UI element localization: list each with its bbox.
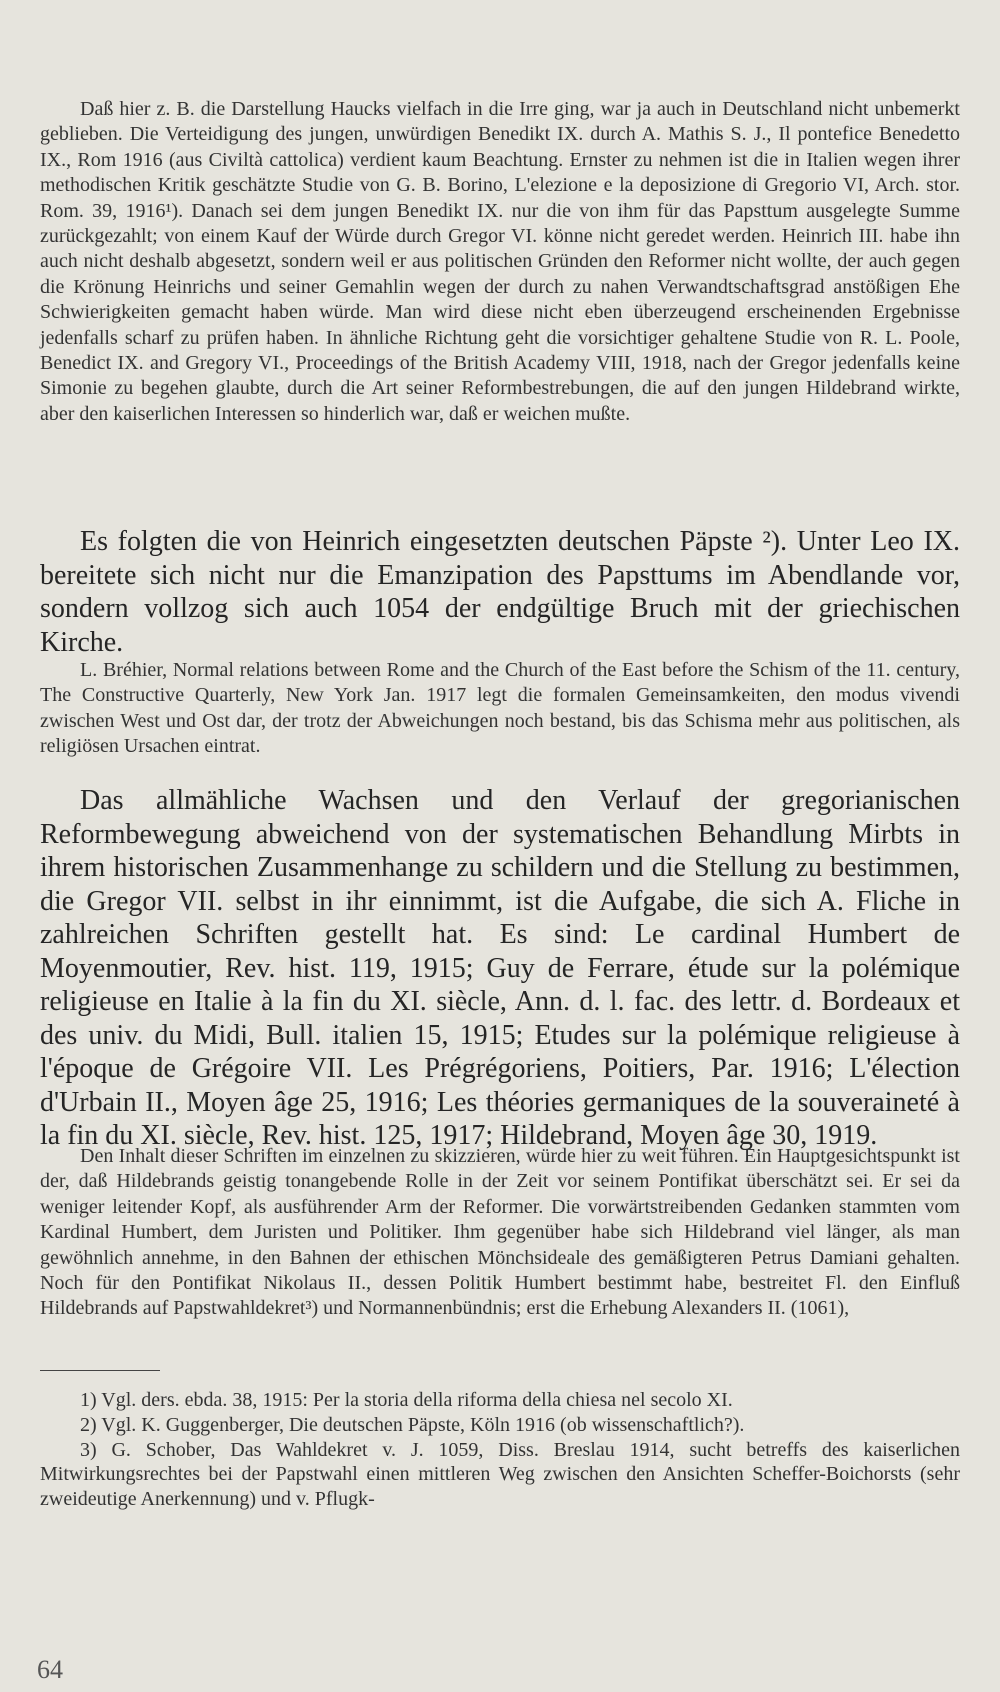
footnote-divider xyxy=(40,1370,160,1371)
page-number: 64 xyxy=(37,1655,63,1684)
footnote-2: 2) Vgl. K. Guggenberger, Die deutschen Päpste, Köln 1916 (ob wissenschaftlich?). xyxy=(80,1413,745,1436)
footnote-1: 1) Vgl. ders. ebda. 38, 1915: Per la storia della riforma della chiesa nel secolo XI. xyxy=(80,1389,733,1411)
paragraph-gregorianische-reform: Das allmähliche Wachsen und den Verlauf der gregorianischen Reformbewegung abweichend von der systematischen Behandlung Mirbts in ihrem historischen Zusammenhange zu schildern und die Stellung zu bestimmen, die Gregor VII. selbst in ihr einnimmt, ist die Aufgabe, die sich A. Fliche in zahlreichen Schriften gestellt hat. Es sind: Le cardinal Humbert de Moyenmoutier, Rev. hist. 119, 1915; Guy de Ferrare, étude sur la polémique religieuse en Italie à la fin du XI. siècle, Ann. d. l. fac. des lettr. d. Bordeaux et des univ. du Midi, Bull. italien 15, 1915; Etudes sur la polémique religieuse à l'époque de Grégoire VII. Les Prégrégoriens, Poitiers, Par. 1916; L'élection d'Urbain II., Moyen âge 25, 1916; Les théories germaniques de la souveraineté à la fin du XI. siècle, Rev. hist. 125, 1917; Hildebrand, Moyen âge 30, 1919. xyxy=(40,785,960,1151)
paragraph-brehier: L. Bréhier, Normal relations between Rome and the Church of the East before the Schism of the 11. century, The Constructive Quarterly, New York Jan. 1917 legt die formalen Gemeinsamkeiten, den modus vivendi zwischen West und Ost dar, der trotz der Abweichungen noch bestand, bis das Schisma mehr aus politischen, als religiösen Ursachen eintrat. xyxy=(40,659,960,758)
paragraph-deutsche-paepste: Es folgten die von Heinrich eingesetzten deutschen Päpste ²). Unter Leo IX. bereitete sich nicht nur die Emanzipation des Papsttums im Abendlande vor, sondern vollzog sich auch 1054 der endgültige Bruch mit der griechischen Kirche. xyxy=(40,526,960,658)
paragraph-hauck-benedikt: Daß hier z. B. die Darstellung Haucks vielfach in die Irre ging, war ja auch in Deutschland nicht unbemerkt geblieben. Die Verteidigung des jungen, unwürdigen Benedikt IX. durch A. Mathis S. J., Il pontefice Benedetto IX., Rom 1916 (aus Civiltà cattolica) verdient kaum Beachtung. Ernster zu nehmen ist die in Italien wegen ihrer methodischen Kritik geschätzte Studie von G. B. Borino, L'elezione e la deposizione di Gregorio VI, Arch. stor. Rom. 39, 1916¹). Danach sei dem jungen Benedikt IX. nur die von ihm für das Papsttum ausgelegte Summe zurückgezahlt; von einem Kauf der Würde durch Gregor VI. könne nicht geredet werden. Heinrich III. habe ihn auch nicht deshalb abgesetzt, sondern weil er aus politischen Gründen den Reformer nicht wollte, der auch gegen die Krönung Heinrichs und seiner Gemahlin wegen der durch zu nahen Verwandtschaftsgrad anstößigen Ehe Schwierigkeiten gemacht haben würde. Man wird diese nicht eben überzeugend erscheinenden Ergebnisse jedenfalls scharf zu prüfen haben. In ähnliche Richtung geht die vorsichtiger gehaltene Studie von R. L. Poole, Benedict IX. and Gregory VI., Proceedings of the British Academy VIII, 1918, nach der Gregor jedenfalls keine Simonie zu begehen glaubte, durch die Art seiner Reformbestrebungen, die auf den jungen Hildebrand wirkte, aber den kaiserlichen Interessen so hinderlich war, daß er weichen mußte. xyxy=(40,98,960,425)
footnote-3: 3) G. Schober, Das Wahldekret v. J. 1059, Diss. Breslau 1914, sucht betreffs des kaiserlichen Mitwirkungsrechtes bei der Papstwahl einen mittleren Weg zwischen den Ansichten Scheffer-Boichorsts (sehr zweideutige Anerkennung) und v. Pflugk- xyxy=(40,1438,960,1511)
footnotes xyxy=(40,1388,960,1512)
paragraph-fliche-inhalt: Den Inhalt dieser Schriften im einzelnen zu skizzieren, würde hier zu weit führen. Ein Hauptgesichtspunkt ist der, daß Hildebrands geistig tonangebende Rolle in der Zeit vor seinem Pontifikat überschätzt sei. Er sei da weniger leitender Kopf, als ausführender Arm der Reformer. Die vorwärtstreibenden Gedanken stammten vom Kardinal Humbert, dem Juristen und Politiker. Ihm gegenüber habe sich Hildebrand viel länger, als man gewöhnlich annehme, in den Bahnen der ethischen Mönchsideale des gemäßigteren Petrus Damiani gehalten. Noch für den Pontifikat Nikolaus II., dessen Politik Humbert bestimmt habe, bestreitet Fl. den Einfluß Hildebrands auf Papstwahldekret³) und Normannenbündnis; erst die Erhebung Alexanders II. (1061), xyxy=(40,1145,960,1320)
